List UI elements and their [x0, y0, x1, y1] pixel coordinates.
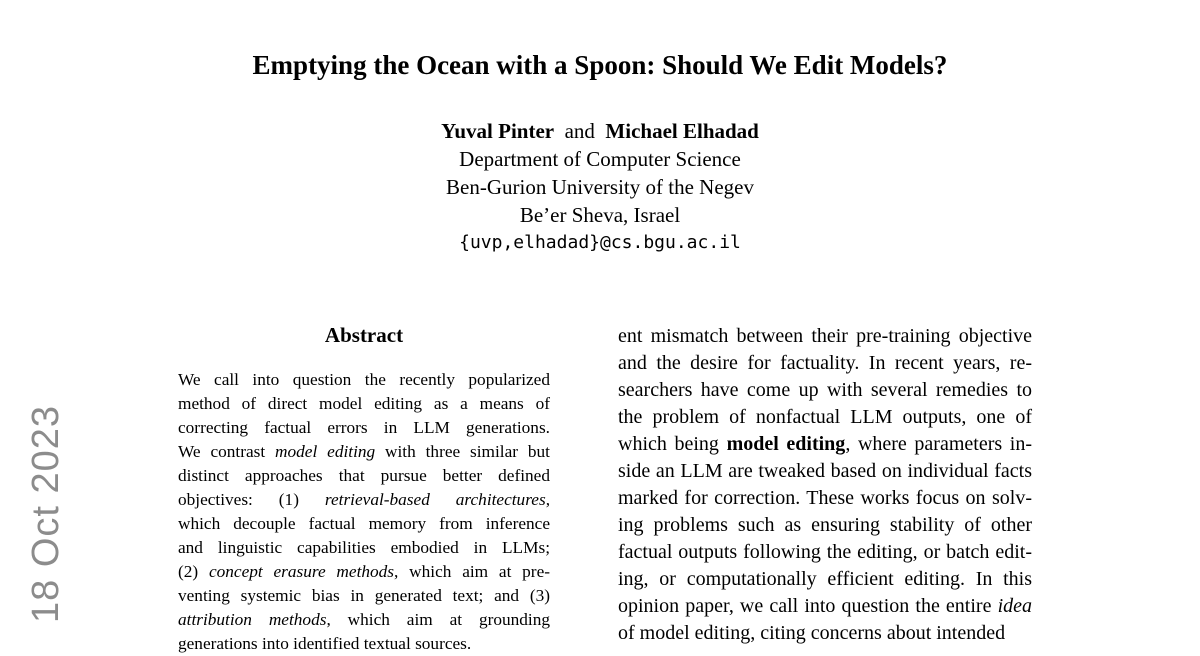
abstract-line: correcting factual errors in LLM generations.	[178, 418, 550, 437]
abstract-line: We call into question the recently popularized	[178, 370, 550, 389]
body-line: ing problems such as ensuring stability of other	[618, 514, 1032, 536]
paper-title: Emptying the Ocean with a Spoon: Should We Edit Models?	[252, 50, 948, 80]
abstract-line: method of direct model editing as a means of	[178, 394, 550, 413]
abstract-line: generations into identified textual sources.	[178, 634, 472, 653]
italic-term: idea	[997, 595, 1032, 617]
abstract-line: venting systemic bias in generated text; and (3)	[178, 586, 550, 605]
author-university: Ben-Gurion University of the Negev	[446, 175, 754, 199]
arxiv-date-stamp	[13, 404, 88, 625]
abstract-line: objectives: (1) retrieval-based architectures,	[178, 490, 551, 509]
author-name: Yuval Pinter	[441, 119, 555, 143]
body-line: and the desire for factuality. In recent years, re-	[618, 352, 1032, 374]
body-line: the problem of nonfactual LLM outputs, one of	[618, 406, 1032, 428]
abstract-line: which decouple factual memory from inference	[178, 514, 550, 533]
body-line: factual outputs following the editing, or batch edit-	[618, 541, 1032, 563]
author-location: Be’er Sheva, Israel	[519, 203, 681, 227]
abstract-heading: Abstract	[324, 323, 404, 347]
abstract-text	[178, 368, 550, 656]
body-line: ing, or computationally efficient editing. In this	[618, 568, 1032, 590]
author-name: Michael Elhadad	[605, 119, 759, 143]
body-line: ent mismatch between their pre-training objective	[618, 325, 1032, 347]
italic-term: attribution methods	[178, 610, 327, 629]
abstract-line: distinct approaches that pursue better defined	[178, 466, 550, 485]
body-line: which being model editing, where parameters in-	[618, 433, 1032, 455]
body-text-column	[618, 323, 1032, 647]
author-conjunction: and	[564, 119, 595, 143]
italic-term: concept erasure methods	[208, 562, 395, 581]
author-email: {uvp,elhadad}@cs.bgu.ac.il	[459, 232, 741, 253]
body-line: side an LLM are tweaked based on individual facts	[618, 460, 1032, 482]
body-line: opinion paper, we call into question the entire idea	[618, 595, 1032, 617]
author-names	[0, 117, 1200, 145]
abstract-line: and linguistic capabilities embodied in LLMs;	[178, 538, 550, 557]
abstract-line: attribution methods, which aim at grounding	[178, 610, 550, 629]
bold-term: model editing	[726, 433, 846, 455]
italic-term: model editing	[275, 442, 376, 461]
arxiv-date-text: 18 Oct 2023	[25, 404, 67, 623]
italic-term: retrieval-based architectures	[324, 490, 546, 509]
body-line: marked for correction. These works focus on solv-	[618, 487, 1032, 509]
abstract-line: We contrast model editing with three similar but	[178, 442, 550, 461]
body-line: of model editing, citing concerns about intended	[618, 622, 1006, 644]
author-block	[0, 117, 1200, 257]
body-line: searchers have come up with several remedies to	[618, 379, 1032, 401]
author-department: Department of Computer Science	[459, 147, 741, 171]
abstract-line: (2) concept erasure methods, which aim at pre-	[178, 562, 550, 581]
